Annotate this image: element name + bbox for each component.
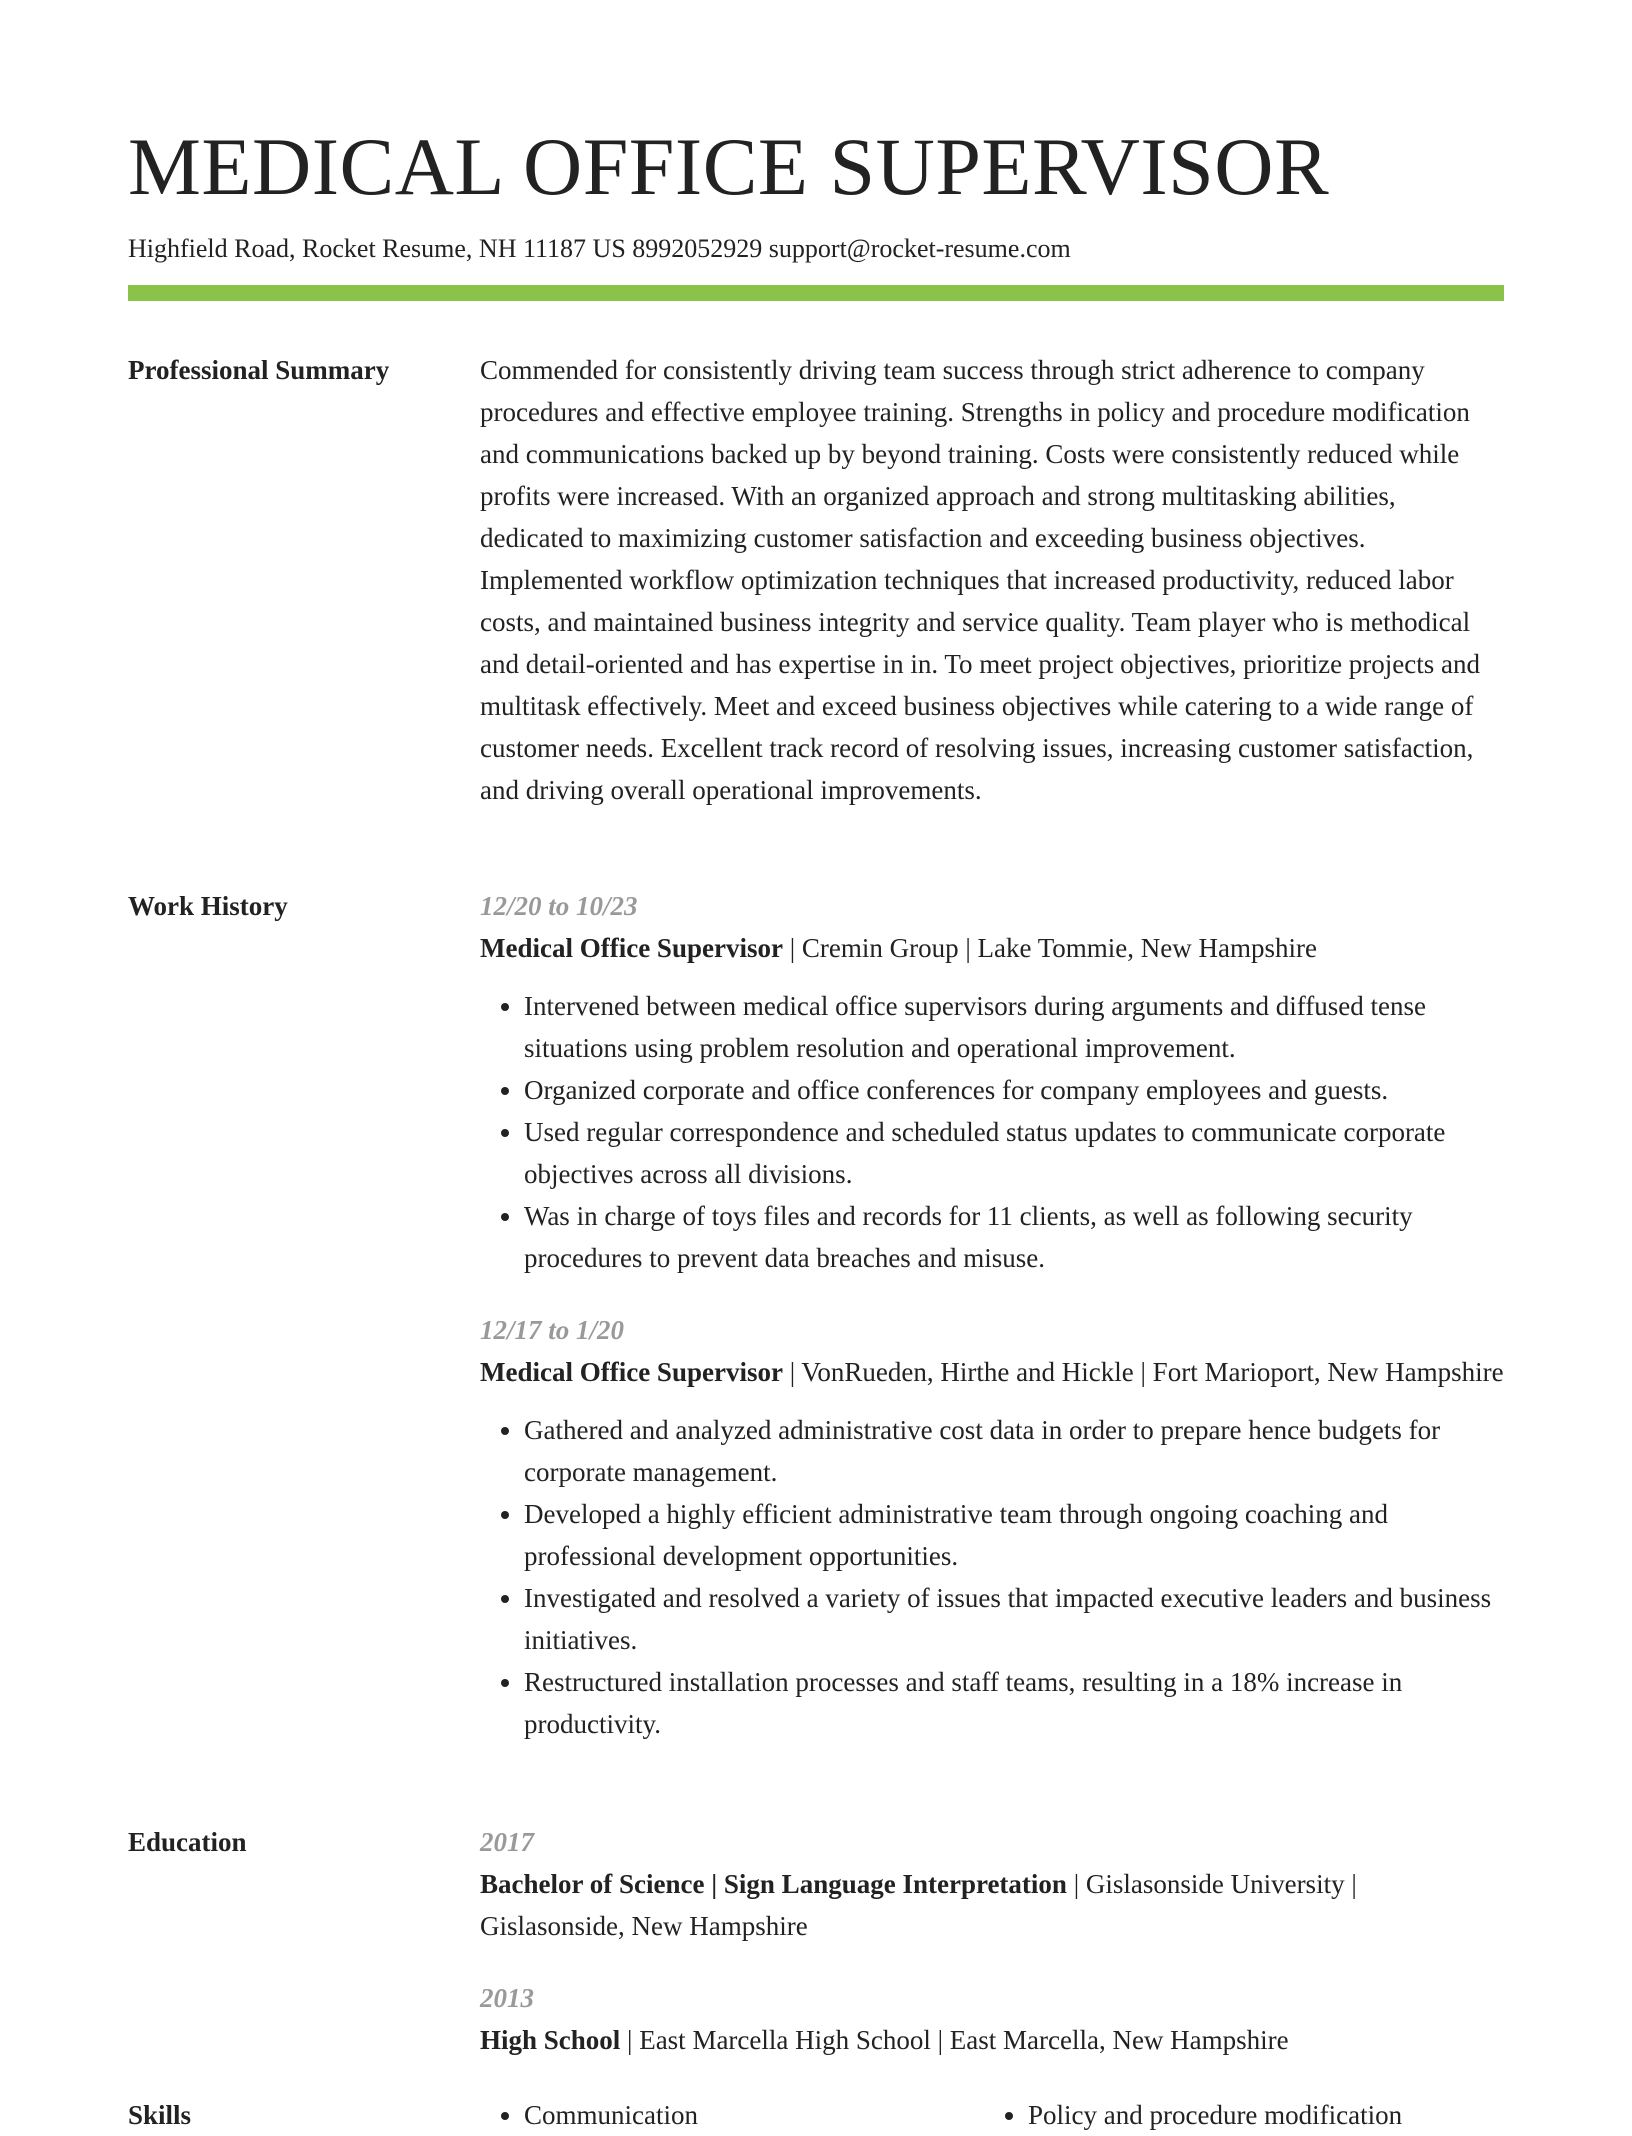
job-dates: 12/17 to 1/20	[480, 1315, 625, 1345]
job-bullet: • Gathered and analyzed administrative cost data in order to prepare hence budgets for corporate management.	[524, 1409, 1504, 1493]
job-bullet: • Used regular correspondence and scheduled status updates to communicate corporate objectives across all divisions.	[524, 1111, 1504, 1195]
education-details: | East Marcella High School | East Marcella, New Hampshire	[620, 2025, 1289, 2055]
skills-column-right	[984, 2094, 1488, 2136]
work-content	[480, 885, 1504, 1745]
education-degree: High School	[480, 2025, 621, 2055]
job-entry	[480, 1309, 1504, 1745]
education-content	[480, 1821, 1504, 2061]
education-heading: Education	[128, 1827, 247, 1857]
header-divider	[128, 285, 1504, 301]
skills-list-left	[480, 2094, 984, 2136]
job-title-line	[480, 927, 1504, 969]
skill-item: • Policy and procedure modification	[1028, 2094, 1488, 2136]
education-year: 2017	[480, 1827, 534, 1857]
job-dates: 12/20 to 10/23	[480, 891, 638, 921]
summary-content	[480, 349, 1504, 811]
skill-item: • Communication	[524, 2094, 984, 2136]
job-bullet: • Intervened between medical office supervisors during arguments and diffused tense situations using problem resolution and operational improvement.	[524, 985, 1504, 1069]
job-title-line	[480, 1351, 1504, 1393]
education-title-line	[480, 2019, 1504, 2061]
job-bullet: • Developed a highly efficient administrative team through ongoing coaching and professional development opportunities.	[524, 1493, 1504, 1577]
skills-heading: Skills	[128, 2100, 192, 2130]
skills-list-right	[984, 2094, 1488, 2136]
job-bullet: • Was in charge of toys files and records for 11 clients, as well as following security procedures to prevent data breaches and misuse.	[524, 1195, 1504, 1279]
skills-content	[480, 2094, 1504, 2136]
education-entry	[480, 1821, 1504, 1947]
job-details: | Cremin Group | Lake Tommie, New Hampshire	[782, 933, 1317, 963]
education-degree: Bachelor of Science | Sign Language Interpretation	[480, 1869, 1067, 1899]
education-entry	[480, 1977, 1504, 2061]
work-heading: Work History	[128, 891, 288, 921]
job-details: | VonRueden, Hirthe and Hickle | Fort Marioport, New Hampshire	[782, 1357, 1504, 1387]
contact-info: Highfield Road, Rocket Resume, NH 11187 US 8992052929 support@rocket-resume.com	[128, 234, 1071, 264]
job-bullet: • Organized corporate and office conferences for company employees and guests.	[524, 1069, 1504, 1111]
job-bullets	[480, 1409, 1504, 1745]
job-title: Medical Office Supervisor	[480, 933, 783, 963]
summary-text: Commended for consistently driving team success through strict adherence to company procedures and effective employee training. Strengths in policy and procedure modification and communications backed up by beyond training. Costs were consistently reduced while profits were increased. With an organized approach and strong multitasking abilities, dedicated to maximizing customer satisfaction and exceeding business objectives. Implemented workflow optimization techniques that increased productivity, reduced labor costs, and maintained business integrity and service quality. Team player who is methodical and detail-oriented and has expertise in in. To meet project objectives, prioritize projects and multitask effectively. Meet and exceed business objectives while catering to a wide range of customer needs. Excellent track record of resolving issues, increasing customer satisfaction, and driving overall operational improvements.	[480, 355, 1481, 805]
education-title-line	[480, 1863, 1504, 1947]
education-year: 2013	[480, 1983, 534, 2013]
skills-column-left	[480, 2094, 984, 2136]
job-bullet: • Restructured installation processes and staff teams, resulting in a 18% increase in productivity.	[524, 1661, 1504, 1745]
resume-header	[128, 118, 1504, 266]
job-entry	[480, 885, 1504, 1279]
resume-name: MEDICAL OFFICE SUPERVISOR	[128, 121, 1330, 212]
job-bullet: • Investigated and resolved a variety of issues that impacted executive leaders and business initiatives.	[524, 1577, 1504, 1661]
skills-columns	[480, 2094, 1504, 2136]
education-details: | Gislasonside University | Gislasonside, New Hampshire	[480, 1869, 1357, 1941]
summary-heading: Professional Summary	[128, 355, 390, 385]
job-bullets	[480, 985, 1504, 1279]
job-title: Medical Office Supervisor	[480, 1357, 783, 1387]
